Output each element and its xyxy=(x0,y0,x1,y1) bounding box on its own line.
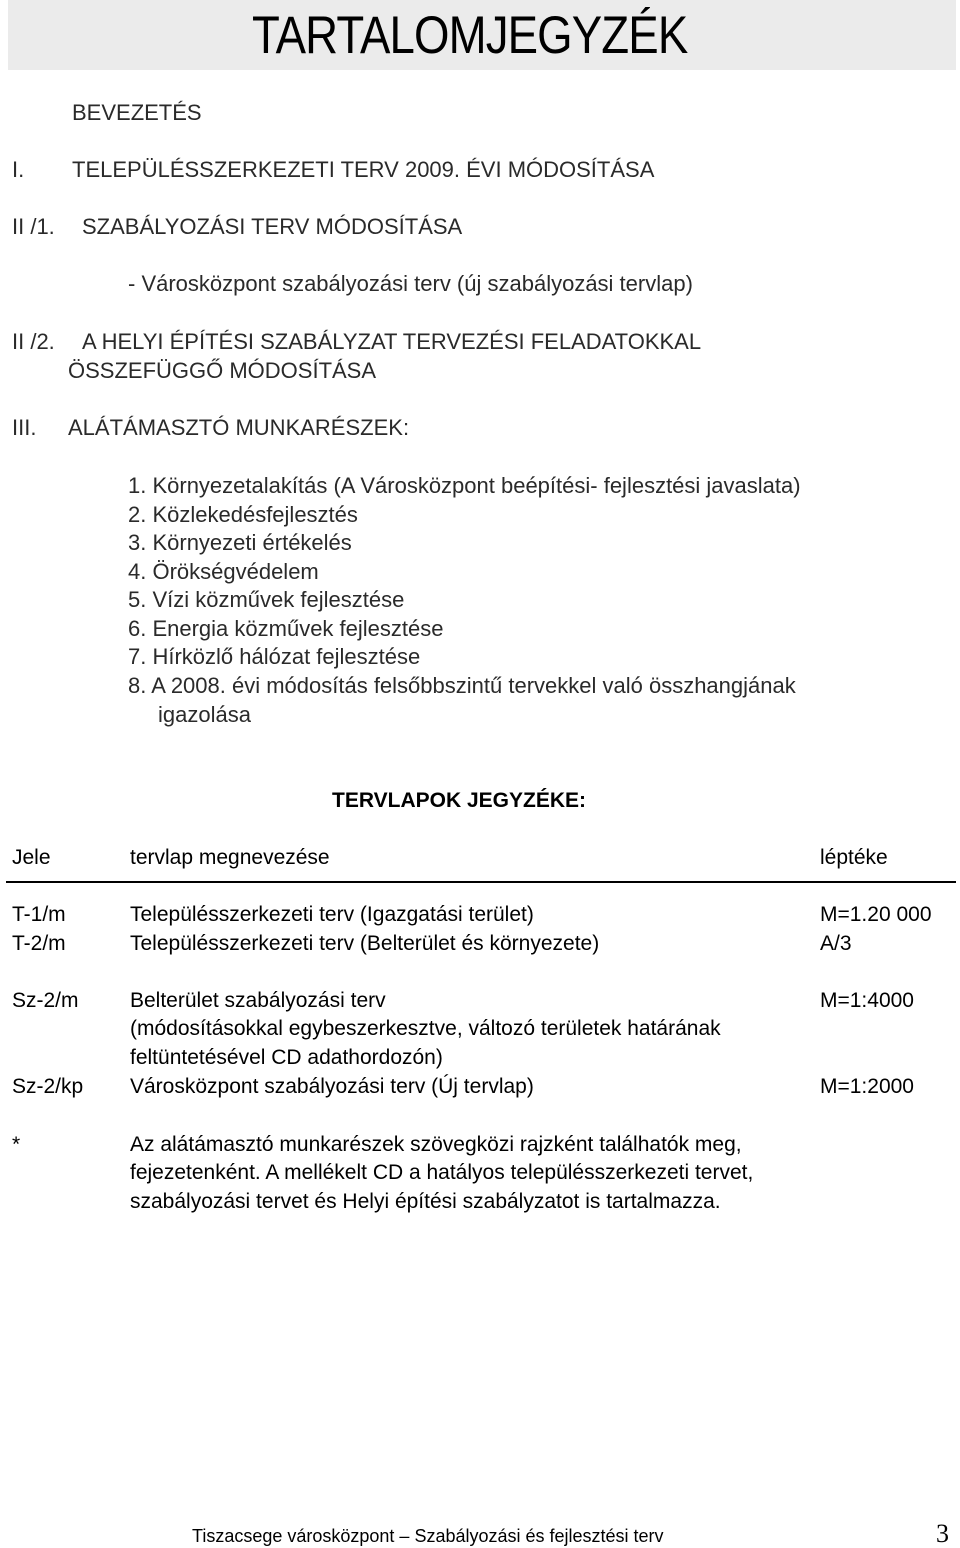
toc-section-4-number: III. xyxy=(12,415,37,440)
toc-item: 6. Energia közművek fejlesztése xyxy=(128,616,444,641)
page-number: 3 xyxy=(936,1519,949,1548)
plan-name-continuation: (módosításokkal egybeszerkesztve, változó területek határának xyxy=(130,1017,721,1040)
toc-item-continuation: igazolása xyxy=(158,702,251,727)
plan-name: Településszerkezeti terv (Igazgatási terület) xyxy=(130,903,534,926)
toc-section-1-number: I. xyxy=(12,157,25,182)
toc-section-2-label: SZABÁLYOZÁSI TERV MÓDOSÍTÁSA xyxy=(82,214,463,239)
toc-item: 3. Környezeti értékelés xyxy=(128,530,352,555)
plan-name: Városközpont szabályozási terv (Új tervlap) xyxy=(130,1075,534,1098)
toc-section-3-label-line1: A HELYI ÉPÍTÉSI SZABÁLYZAT TERVEZÉSI FELADATOKKAL xyxy=(82,329,702,354)
plan-name-continuation: feltüntetésével CD adathordozón) xyxy=(130,1046,443,1069)
note-line: fejezetenként. A mellékelt CD a hatályos településszerkezeti tervet, xyxy=(130,1161,754,1184)
toc-item: 7. Hírközlő hálózat fejlesztése xyxy=(128,644,421,669)
plan-name: Belterület szabályozási terv xyxy=(130,989,386,1012)
toc-intro: BEVEZETÉS xyxy=(72,100,202,125)
toc-section-1-label: TELEPÜLÉSSZERKEZETI TERV 2009. ÉVI MÓDOSÍTÁSA xyxy=(72,157,655,182)
plans-col-code: Jele xyxy=(12,846,51,869)
toc-section-3-number: II /2. xyxy=(12,329,55,354)
plan-code: T-2/m xyxy=(12,932,66,955)
plan-scale: M=1.20 000 xyxy=(820,903,932,926)
plan-scale: M=1:4000 xyxy=(820,989,914,1012)
note-line: szabályozási tervet és Helyi építési szabályzatot is tartalmazza. xyxy=(130,1190,721,1213)
toc-section-3-label-line2: ÖSSZEFÜGGŐ MÓDOSÍTÁSA xyxy=(68,358,377,383)
toc-item: 2. Közlekedésfejlesztés xyxy=(128,502,358,527)
plan-code: Sz-2/kp xyxy=(12,1075,84,1098)
toc-item: 8. A 2008. évi módosítás felsőbbszintű tervekkel való összhangjának xyxy=(128,673,796,698)
plans-heading: TERVLAPOK JEGYZÉKE: xyxy=(332,789,586,812)
footer-text: Tiszacsege városközpont – Szabályozási és fejlesztési terv xyxy=(192,1526,664,1546)
note-asterisk: * xyxy=(12,1133,21,1156)
plan-code: T-1/m xyxy=(12,903,66,926)
toc-item: 1. Környezetalakítás (A Városközpont beépítési- fejlesztési javaslata) xyxy=(128,473,801,498)
plans-col-name: tervlap megnevezése xyxy=(130,846,330,869)
plan-code: Sz-2/m xyxy=(12,989,79,1012)
toc-section-4-label: ALÁTÁMASZTÓ MUNKARÉSZEK: xyxy=(68,415,410,440)
plan-scale: A/3 xyxy=(820,932,852,955)
note-line: Az alátámasztó munkarészek szövegközi rajzként találhatók meg, xyxy=(130,1133,742,1156)
table-divider xyxy=(6,881,956,883)
toc-section-2-subitem: - Városközpont szabályozási terv (új szabályozási tervlap) xyxy=(128,271,693,296)
toc-section-2-number: II /1. xyxy=(12,214,55,239)
plan-scale: M=1:2000 xyxy=(820,1075,914,1098)
plan-name: Településszerkezeti terv (Belterület és környezete) xyxy=(130,932,600,955)
plans-col-scale: léptéke xyxy=(820,846,888,869)
page-title: TARTALOMJEGYZÉK xyxy=(252,6,688,65)
toc-item: 5. Vízi közművek fejlesztése xyxy=(128,587,405,612)
toc-item: 4. Örökségvédelem xyxy=(128,559,319,584)
